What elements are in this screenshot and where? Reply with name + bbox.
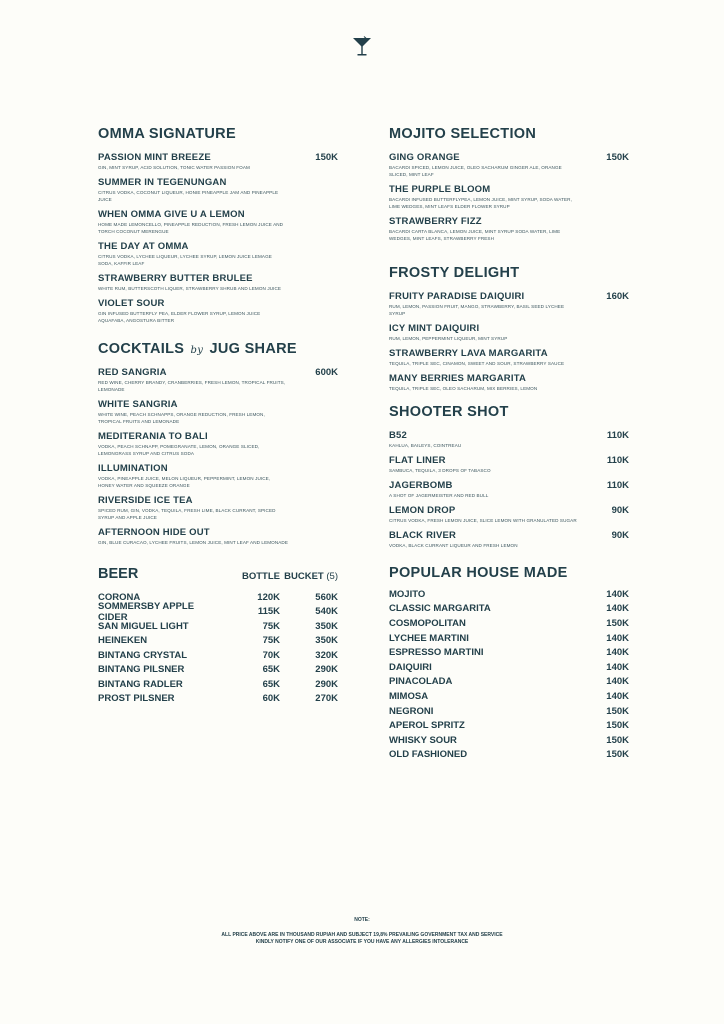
menu-item-name: BLACK RIVER [389,530,457,541]
menu-item-description: CITRUS VODKA, COCONUT LIQUEUR, HONIE PINEAPPLE JAM AND PINEAPPLE JUICE [98,190,279,202]
section-title: SHOOTER SHOT [389,404,509,420]
menu-item-row [98,209,338,220]
house-item-name: PINACOLADA [389,676,453,688]
house-item [389,718,629,733]
menu-item [389,505,629,524]
beer-header [98,566,338,582]
menu-item [389,216,629,242]
frosty-section [389,265,629,398]
menu-item [389,373,629,392]
beer-row [98,619,338,634]
menu-item-price: 90K [611,530,629,541]
menu-item-name: AFTERNOON HIDE OUT [98,527,210,538]
beer-row [98,634,338,649]
menu-item-row [98,241,338,252]
menu-item-row [389,505,629,516]
menu-item [98,367,338,393]
menu-item-name: FRUITY PARADISE DAIQUIRI [389,291,525,302]
menu-item-row [389,455,629,466]
menu-item [98,527,338,546]
menu-item-price: 150K [606,152,629,163]
beer-bucket-price: 350K [315,620,338,632]
menu-item-description: CITRUS VODKA, FRESH LEMON JUICE, SLICE LEMON WITH GRANULATED SUGAR [389,518,577,523]
section-title [98,341,338,357]
section-title: FROSTY DELIGHT [389,265,520,281]
menu-item-name: THE DAY AT OMMA [98,241,189,252]
house-item-price: 140K [606,690,629,702]
cocktails-list [98,367,338,546]
house-item-price: 150K [606,705,629,717]
menu-item-name: MANY BERRIES MARGARITA [389,373,527,384]
footer-line-2: KINDLY NOTIFY ONE OF OUR ASSOCIATE IF YOU HAVE ANY ALLERGIES INTOLERANCE [255,939,469,945]
menu-item-row [389,348,629,359]
menu-item-price: 110K [606,455,629,466]
menu-item-row [389,430,629,441]
menu-item-name: STRAWBERRY LAVA MARGARITA [389,348,548,359]
menu-item-row [98,463,338,474]
beer-row [98,692,338,707]
menu-item-description: RUM, LEMON, PASSION FRUIT, MANGO, STRAWBERRY, BASIL SEED LYCHEE SYRUP [389,304,565,316]
beer-bottle-price: 65K [262,678,280,690]
menu-item-row [389,373,629,384]
menu-item-description: WHITE WINE, PEACH SCHNAPPS, ORANGE REDUCTION, FRESH LEMON, TROPICAL FRUITS AND LEMONADE [98,412,265,424]
menu-item [389,480,629,499]
section-title: BEER [98,566,139,582]
footer-note-label: NOTE: [354,917,370,923]
house-item [389,587,629,602]
house-item [389,602,629,617]
beer-bucket-price: 290K [315,664,338,676]
beer-bucket-price: 270K [315,693,338,705]
menu-item-name: STRAWBERRY FIZZ [389,216,482,227]
house-item-price: 150K [606,749,629,761]
menu-item-row [98,298,338,309]
menu-item-row [98,273,338,284]
house-item-name: NEGRONI [389,705,434,717]
house-item-name: MIMOSA [389,690,429,702]
menu-item-description: TEQUILA, TRIPLE SEC, OLEO SACHARUM, MIX BERRIES, LEMON [389,386,538,391]
menu-item-name: VIOLET SOUR [98,298,165,309]
menu-item-description: BACARDI INFUSED BUTTERFLYPEA, LEMON JUICE, MINT SYRUP, SODA WATER, LIME WEDGES, MINT LEAFS ELDER FLOWER SYRUP [389,197,572,209]
frosty-list [389,291,629,392]
beer-name: BINTANG RADLER [98,678,183,690]
beer-row [98,600,338,623]
house-item [389,645,629,660]
house-item-name: LYCHEE MARTINI [389,632,469,644]
menu-item [98,177,338,203]
menu-item [389,430,629,449]
menu-item-description: RED WINE, CHERRY BRANDY, CRANBERRIES, FRESH LEMON, TROPICAL FRUITS, LEMONADE [98,380,286,392]
beer-name: BINTANG PILSNER [98,664,185,676]
house-item-price: 140K [606,647,629,659]
menu-item-description: BACARDI SPICED, LEMON JUICE, OLEO SACHARUM GINGER ALE, ORANGE SLICED, MINT LEAF [389,165,562,177]
beer-bottle-price: 75K [262,620,280,632]
beer-name: HEINEKEN [98,635,148,647]
beer-bottle-price: 75K [262,635,280,647]
house-item-price: 150K [606,720,629,732]
house-item-price: 150K [606,617,629,629]
menu-item-name: GING ORANGE [389,152,460,163]
menu-item [389,152,629,178]
menu-item-row [389,530,629,541]
menu-item-name: LEMON DROP [389,505,456,516]
menu-item-price: 90K [611,505,629,516]
house-item-price: 150K [606,734,629,746]
menu-item [98,495,338,521]
menu-item-description: HOME MADE LEMONCELLO, PINEAPPLE REDUCTION, FRESH LEMON JUICE AND TORCH COCONUT MERENGUE [98,222,284,234]
menu-item-description: KAHLUA, BAILEYS, COINTREAU [389,443,462,448]
menu-item-description: WHITE RUM, BUTTERSCOTH LIQUER, STRAWBERRY SHRUB AND LEMON JUICE [98,286,282,291]
menu-item [389,323,629,342]
bucket-count: (5) [326,571,338,582]
menu-item-name: B52 [389,430,408,441]
menu-item-description: GIN INFUSED BUTTERFLY PEA, ELDER FLOWER SYRUP, LEMON JUICE AQUAFABA, ANGOSTURA BITTER [98,311,261,323]
section-title: POPULAR HOUSE MADE [389,565,568,581]
menu-item-price: 600K [315,367,338,378]
menu-item-row [389,152,629,163]
beer-bucket-price: 350K [315,635,338,647]
bottle-header: BOTTLE [242,571,280,582]
menu-item-description: VODKA, PINEAPPLE JUICE, MELON LIQUEUR, PEPPERMINT, LEMON JUICE, HONEY WATER AND SQUEEZE ORANGE [98,476,271,488]
menu-item [98,273,338,292]
menu-item-description: SAMBUCA, TEQUILA, 3 DROPS OF TABASCO [389,468,491,473]
house-item-price: 140K [606,632,629,644]
menu-item-row [389,216,629,227]
menu-item-row [98,431,338,442]
house-item [389,631,629,646]
menu-item-description: TEQUILA, TRIPLE SEC, CINAMON, SWEET AND SOUR, STRAWBERRY SAUCE [389,361,565,366]
menu-item-name: ILLUMINATION [98,463,168,474]
menu-item-description: BACARDI CARTA BLANCA, LEMON JUICE, MINT SYRUP SODA WATER, LIME WEDGES, MINT LEAFS, STRAWBERRY FRESH [389,229,561,241]
beer-bucket-price: 560K [315,591,338,603]
house-item-name: ESPRESSO MARTINI [389,647,484,659]
menu-item-price: 110K [606,480,629,491]
menu-item-description: RUM, LEMON, PEPPERMINT LIQUEUR, MINT SYRUP [389,336,508,341]
menu-item-name: JAGERBOMB [389,480,453,491]
beer-row [98,648,338,663]
beer-bottle-price: 70K [262,649,280,661]
menu-item [98,152,338,171]
beer-bottle-price: 115K [257,606,280,618]
menu-item-row [98,495,338,506]
menu-item [389,184,629,210]
house-item-name: MOJITO [389,588,426,600]
menu-item-price: 110K [606,430,629,441]
house-item-price: 140K [606,661,629,673]
menu-item-price: 160K [606,291,629,302]
menu-item-description: SPICED RUM, GIN, VODKA, TEQUILA, FRESH LIME, BLACK CURRANT, SPICED SYRUP AND APPLE JUICE [98,508,276,520]
house-item [389,660,629,675]
menu-item-row [98,399,338,410]
menu-item [98,431,338,457]
house-item [389,689,629,704]
menu-item [389,348,629,367]
section-title: OMMA SIGNATURE [98,126,236,142]
shooter-section [389,404,629,555]
menu-item-name: MEDITERANIA TO BALI [98,431,208,442]
menu-item-name: FLAT LINER [389,455,446,466]
menu-item-name: ICY MINT DAIQUIRI [389,323,480,334]
beer-name: BINTANG CRYSTAL [98,649,188,661]
shooter-list [389,430,629,549]
menu-item-description: A SHOT OF JAGERMEISTER AND RED BULL [389,493,489,498]
menu-item-name: RED SANGRIA [98,367,167,378]
menu-item-row [389,184,629,195]
house-item [389,675,629,690]
beer-section [98,566,338,706]
beer-bucket-price: 320K [315,649,338,661]
menu-item [389,530,629,549]
beer-name: CORONA [98,591,141,603]
house-item-name: DAIQUIRI [389,661,432,673]
menu-item-name: RIVERSIDE ICE TEA [98,495,193,506]
menu-item-price: 150K [315,152,338,163]
menu-item [389,455,629,474]
menu-item-row [389,323,629,334]
menu-item-description: GIN, MINT SYRUP, ACID SOLUTION, TONIC WATER PASSION FOAM [98,165,250,170]
house-item-name: COSMOPOLITAN [389,617,466,629]
menu-item-description: VODKA, PEACH SCHNAPP, POMEGRANATE, LEMON, ORANGE SLICED, LEMONGRASS SYRUP AND CITRUS SODA [98,444,260,456]
section-title: MOJITO SELECTION [389,126,537,142]
menu-item-description: CITRUS VODKA, LYCHEE LIQUEUR, LYCHEE SYRUP, LEMON JUICE LEMAGE SODA, KAFFIR LEAF [98,254,272,266]
beer-list [98,590,338,706]
menu-item-name: SUMMER IN TEGENUNGAN [98,177,227,188]
menu-item [98,463,338,489]
menu-item-row [98,367,338,378]
bucket-label: BUCKET [284,571,324,582]
menu-item [98,241,338,267]
menu-item-description: GIN, BLUE CURACAO, LYCHEE FRUITS, LEMON JUICE, MINT LEAF AND LEMONADE [98,540,289,545]
beer-bucket-price: 290K [315,678,338,690]
menu-item-row [98,527,338,538]
beer-name: SOMMERSBY APPLE CIDER [98,600,195,623]
house-item [389,733,629,748]
section-title-part: JUG SHARE [209,341,297,357]
footer-line-1: ALL PRICE ABOVE ARE IN THOUSAND RUPIAH AND SUBJECT 19,8% PREVAILING GOVERNMENT TAX AND SERVICE [221,932,503,938]
menu-item [98,298,338,324]
house-item [389,616,629,631]
cocktails-section [98,341,338,552]
menu-item [389,291,629,317]
beer-name: SAN MIGUEL LIGHT [98,620,189,632]
menu-item-row [98,152,338,163]
section-title-part: COCKTAILS [98,341,185,357]
menu-item-name: WHITE SANGRIA [98,399,178,410]
house-item-name: CLASSIC MARGARITA [389,603,491,615]
beer-bottle-price: 65K [262,664,280,676]
cocktail-glass-icon [352,36,372,58]
bucket-header [280,571,338,582]
menu-item-name: PASSION MINT BREEZE [98,152,211,163]
beer-bucket-price: 540K [315,606,338,618]
section-title-by: by [190,345,204,356]
beer-bottle-price: 120K [257,591,280,603]
omma-signature-section [98,126,338,330]
menu-item-name: STRAWBERRY BUTTER BRULEE [98,273,253,284]
menu-item-name: THE PURPLE BLOOM [389,184,491,195]
beer-bottle-price: 60K [262,693,280,705]
menu-item-row [98,177,338,188]
mojito-list [389,152,629,242]
house-item-price: 140K [606,603,629,615]
house-item [389,704,629,719]
omma-list [98,152,338,324]
menu-item [98,209,338,235]
mojito-section [389,126,629,248]
menu-item [98,399,338,425]
beer-name: PROST PILSNER [98,693,175,705]
house-list [389,587,629,762]
house-item-price: 140K [606,676,629,688]
menu-item-row [389,291,629,302]
beer-row [98,663,338,678]
house-section [389,565,629,762]
beer-row [98,677,338,692]
house-item-name: WHISKY SOUR [389,734,457,746]
menu-item-description: VODKA, BLACK CURRANT LIQUEUR AND FRESH LEMON [389,543,518,548]
house-item [389,748,629,763]
house-item-name: OLD FASHIONED [389,749,468,761]
menu-item-row [389,480,629,491]
house-item-name: APEROL SPRITZ [389,720,465,732]
house-item-price: 140K [606,588,629,600]
menu-item-name: WHEN OMMA GIVE U A LEMON [98,209,245,220]
